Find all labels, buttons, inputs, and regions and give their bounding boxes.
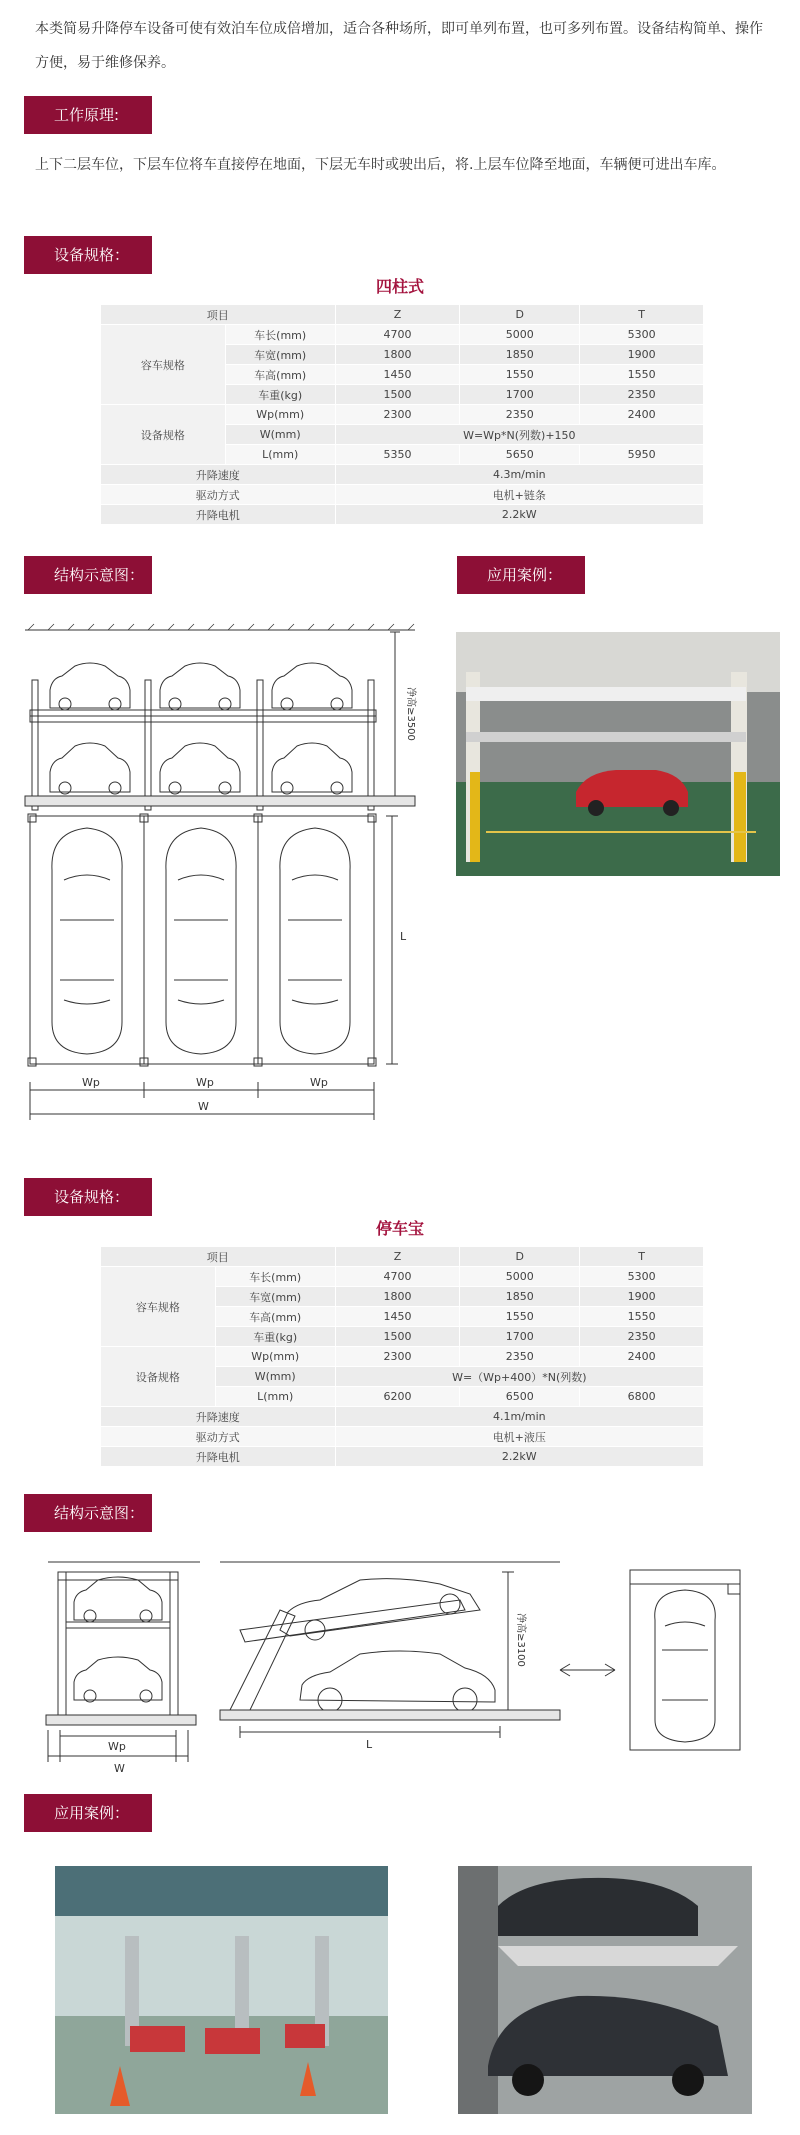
- table-cell: 1850: [460, 345, 580, 365]
- table-footer-value: 2.2kW: [335, 505, 703, 525]
- diagram2-l-label: L: [366, 1738, 373, 1751]
- table-cell-span: W=Wp*N(列数)+150: [335, 425, 703, 445]
- spec-table-2: [100, 1246, 704, 1467]
- diagram1-l-label: L: [400, 930, 407, 943]
- diagram1-wp-label: Wp: [196, 1076, 214, 1089]
- section-tag-case-2: 应用案例：: [24, 1794, 152, 1832]
- table-cell: 5350: [335, 445, 460, 465]
- table-footer-label: 升降速度: [101, 465, 336, 485]
- table-cell: 1800: [335, 345, 460, 365]
- table-cell: 4700: [335, 1267, 460, 1287]
- table-cell: 1450: [335, 365, 460, 385]
- table-footer-label: 驱动方式: [101, 485, 336, 505]
- table-footer-value: 4.3m/min: [335, 465, 703, 485]
- table-footer-value: 2.2kW: [335, 1447, 703, 1467]
- table-header-t: T: [580, 305, 704, 325]
- table-cell: 1550: [580, 365, 704, 385]
- table-row-label: W(mm): [225, 425, 335, 445]
- case-photo-tilt-1: [55, 1866, 388, 2114]
- table-footer-label: 驱动方式: [101, 1427, 336, 1447]
- table-cell: 4700: [335, 325, 460, 345]
- table-row-label: L(mm): [225, 445, 335, 465]
- section-tag-spec-1: 设备规格：: [24, 236, 152, 274]
- table-cell: 2400: [580, 1347, 704, 1367]
- section-tag-principle: 工作原理:: [24, 96, 152, 134]
- table-header-z: Z: [335, 1247, 460, 1267]
- table-header-d: D: [460, 1247, 580, 1267]
- section-tag-structure-2: 结构示意图：: [24, 1494, 152, 1532]
- table-cell: 1550: [460, 1307, 580, 1327]
- table-row-label: 车长(mm): [215, 1267, 335, 1287]
- table-footer-label: 升降速度: [101, 1407, 336, 1427]
- table-row-label: Wp(mm): [215, 1347, 335, 1367]
- table-footer-label: 升降电机: [101, 1447, 336, 1467]
- table-cell: 5000: [460, 325, 580, 345]
- section-tag-structure-1: 结构示意图：: [24, 556, 152, 594]
- diagram1-wp-label: Wp: [82, 1076, 100, 1089]
- table-cell: 6800: [580, 1387, 704, 1407]
- table-cell: 2300: [335, 1347, 460, 1367]
- table-header-d: D: [460, 305, 580, 325]
- table-row-label: 车重(kg): [225, 385, 335, 405]
- table-footer-label: 升降电机: [101, 505, 336, 525]
- table-group-equip: 设备规格: [101, 1347, 216, 1407]
- table-cell-span: W=（Wp+400）*N(列数): [335, 1367, 703, 1387]
- table-cell: 1850: [460, 1287, 580, 1307]
- table-footer-value: 电机+链条: [335, 485, 703, 505]
- table-header-item: 项目: [101, 305, 336, 325]
- table-cell: 1550: [580, 1307, 704, 1327]
- table-group-car: 容车规格: [101, 1267, 216, 1347]
- table-footer-value: 4.1m/min: [335, 1407, 703, 1427]
- spec-table-1: [100, 304, 704, 525]
- table-row-label: 车高(mm): [215, 1307, 335, 1327]
- table-row-label: 车宽(mm): [215, 1287, 335, 1307]
- table-cell: 2350: [460, 1347, 580, 1367]
- case-photo-tilt-2: [458, 1866, 752, 2114]
- table-row-label: W(mm): [215, 1367, 335, 1387]
- table-cell: 6200: [335, 1387, 460, 1407]
- structure-diagram-tilt: [40, 1550, 765, 1780]
- table-cell: 2350: [580, 1327, 704, 1347]
- table-title-sizhushi: 四柱式: [375, 277, 424, 296]
- table-cell: 5300: [580, 1267, 704, 1287]
- diagram2-height-label: 净高≥3100: [515, 1613, 526, 1667]
- table-cell: 2400: [580, 405, 704, 425]
- diagram1-wp-label: Wp: [310, 1076, 328, 1089]
- table-row-label: L(mm): [215, 1387, 335, 1407]
- table-cell: 5300: [580, 325, 704, 345]
- table-cell: 2350: [580, 385, 704, 405]
- table-cell: 5950: [580, 445, 704, 465]
- table-footer-value: 电机+液压: [335, 1427, 703, 1447]
- table-row-label: 车重(kg): [215, 1327, 335, 1347]
- table-cell: 1700: [460, 385, 580, 405]
- table-cell: 2300: [335, 405, 460, 425]
- case-photo-four-post: [456, 632, 780, 876]
- table-header-t: T: [580, 1247, 704, 1267]
- intro-paragraph: 本类简易升降停车设备可使有效泊车位成倍增加，适合各种场所，即可单列布置，也可多列布置。设备结构简单、操作方便，易于维修保养。: [35, 21, 763, 71]
- table-header-item: 项目: [101, 1247, 336, 1267]
- diagram1-w-label: W: [198, 1100, 209, 1113]
- table-group-equip: 设备规格: [101, 405, 226, 465]
- diagram1-height-label: 净高≥3500: [405, 687, 416, 741]
- table-row-label: 车高(mm): [225, 365, 335, 385]
- table-cell: 1900: [580, 345, 704, 365]
- table-cell: 5000: [460, 1267, 580, 1287]
- table-cell: 1550: [460, 365, 580, 385]
- diagram2-w-label: W: [114, 1762, 125, 1775]
- principle-paragraph: 上下二层车位，下层车位将车直接停在地面，下层无车时或驶出后，将.上层车位降至地面，车辆便可进出车库。: [35, 157, 726, 173]
- table-cell: 5650: [460, 445, 580, 465]
- table-row-label: 车长(mm): [225, 325, 335, 345]
- diagram2-wp-label: Wp: [108, 1740, 126, 1753]
- structure-diagram-four-post: [20, 620, 425, 1145]
- table-cell: 1800: [335, 1287, 460, 1307]
- table-cell: 1900: [580, 1287, 704, 1307]
- table-cell: 1450: [335, 1307, 460, 1327]
- table-title-tingchebao: 停车宝: [375, 1219, 424, 1238]
- table-cell: 1500: [335, 1327, 460, 1347]
- table-header-z: Z: [335, 305, 460, 325]
- table-cell: 1500: [335, 385, 460, 405]
- section-tag-spec-2: 设备规格：: [24, 1178, 152, 1216]
- table-cell: 6500: [460, 1387, 580, 1407]
- table-group-car: 容车规格: [101, 325, 226, 405]
- section-tag-case-1: 应用案例：: [457, 556, 585, 594]
- table-row-label: 车宽(mm): [225, 345, 335, 365]
- table-cell: 2350: [460, 405, 580, 425]
- table-cell: 1700: [460, 1327, 580, 1347]
- table-row-label: Wp(mm): [225, 405, 335, 425]
